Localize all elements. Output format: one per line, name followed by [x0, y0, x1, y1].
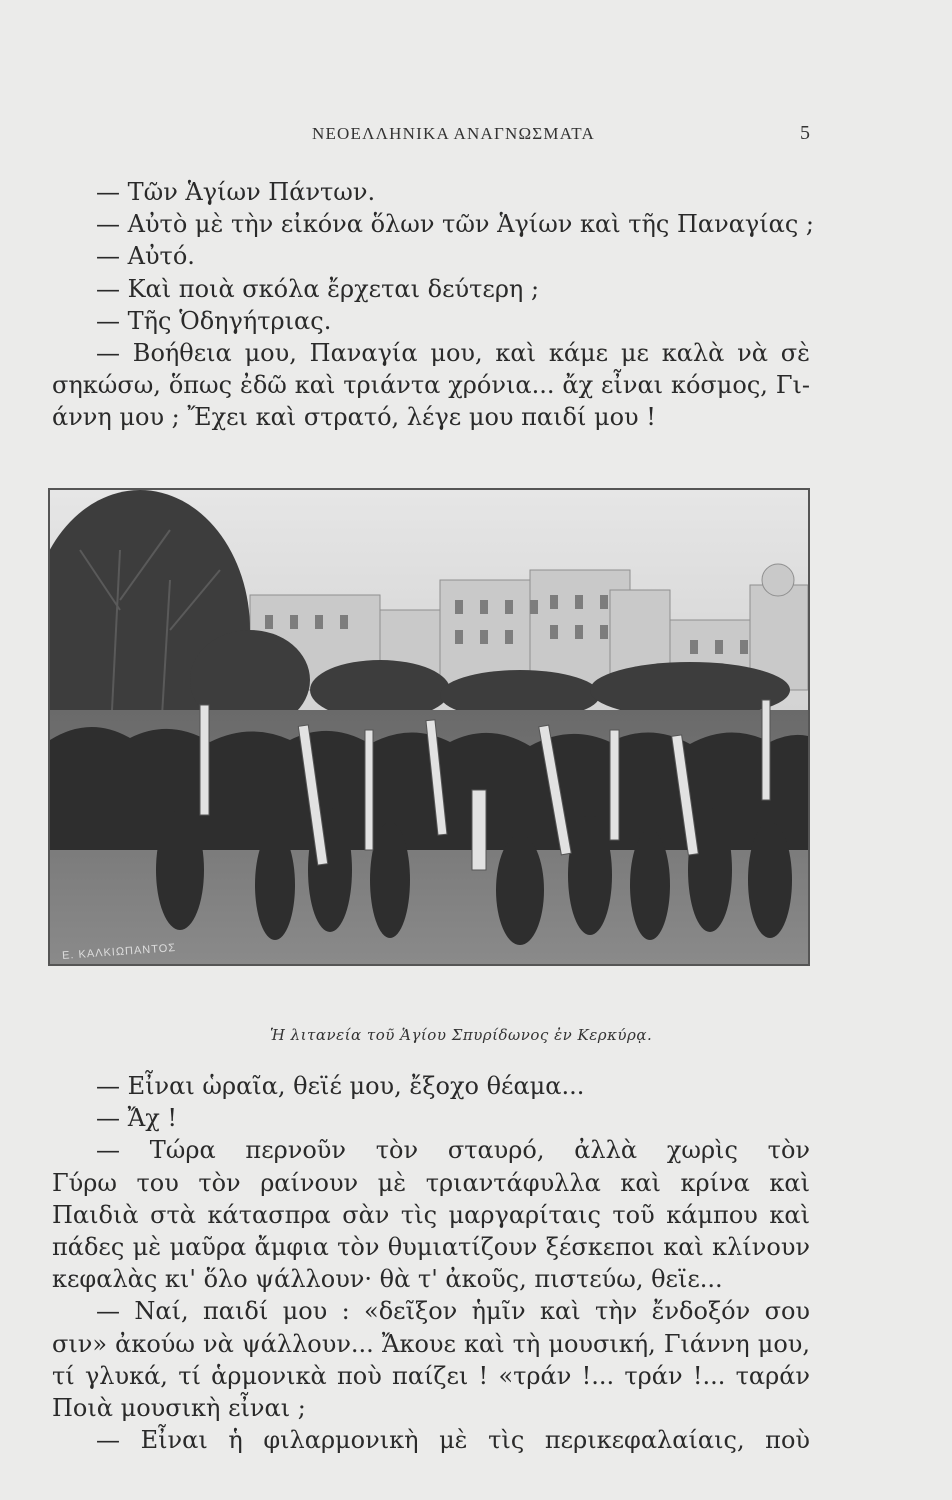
- text-line: — Καὶ ποιὰ σκόλα ἔρχεται δεύτερη ;: [96, 274, 540, 303]
- text-line: σιν» ἀκούω νὰ ψάλλουν... Ἄκουε καὶ τὴ μουσική, Γιάννη μου,: [52, 1329, 810, 1358]
- text-line: — Εἶναι ἡ φιλαρμονικὴ μὲ τὶς περικεφαλαίαις, ποὺ: [96, 1426, 810, 1455]
- running-head: [50, 124, 820, 150]
- text-line: τί γλυκά, τί ἁρμονικὰ ποὺ παίζει ! «τράν !... τράν !... ταράν: [52, 1361, 810, 1390]
- text-line: πάδες μὲ μαῦρα ἄμφια τὸν θυμιατίζουν ξέσκεποι καὶ κλίνουν: [52, 1232, 810, 1261]
- running-title: ΝΕΟΕΛΛΗΝΙΚΑ ΑΝΑΓΝΩΣΜΑΤΑ: [312, 124, 596, 143]
- bottom-dialogue: [52, 1070, 810, 1456]
- text-line: — Τώρα περνοῦν τὸν σταυρό, ἀλλὰ χωρὶς τὸν: [96, 1136, 810, 1165]
- text-line: — Αὐτὸ μὲ τὴν εἰκόνα ὅλων τῶν Ἁγίων καὶ τῆς Παναγίας ;: [96, 210, 815, 239]
- photograph-drawing: [50, 490, 808, 964]
- text-line: — Ναί, παιδί μου : «δεῖξον ἡμῖν καὶ τὴν ἔνδοξόν σου: [96, 1297, 810, 1326]
- text-line: — Τῶν Ἁγίων Πάντων.: [96, 178, 376, 206]
- text-line: Γύρω του τὸν ραίνουν μὲ τριαντάφυλλα καὶ κρίνα καὶ: [52, 1168, 810, 1197]
- procession-photograph: [48, 488, 810, 966]
- figure-caption: Ἡ λιτανεία τοῦ Ἁγίου Σπυρίδωνος ἐν Κερκύρᾳ.: [270, 1026, 653, 1044]
- text-line: σηκώσω, ὅπως ἐδῶ καὶ τριάντα χρόνια... ἄχ εἶναι κόσμος, Γι-: [52, 371, 810, 400]
- text-line: — Εἶναι ὡραῖα, θεϊέ μου, ἔξοχο θέαμα...: [96, 1072, 585, 1100]
- text-line: κεφαλὰς κι' ὅλο ψάλλουν· θὰ τ' ἀκοῦς, πιστεύω, θεϊε...: [52, 1265, 723, 1294]
- text-line: — Βοήθεια μου, Παναγία μου, καὶ κάμε με καλὰ νὰ σὲ: [96, 338, 810, 367]
- page-number: 5: [800, 122, 810, 144]
- text-line: — Αὐτό.: [96, 242, 195, 271]
- text-line: Ποιὰ μουσικὴ εἶναι ;: [52, 1393, 306, 1422]
- text-line: — Ἄχ !: [96, 1104, 178, 1133]
- top-dialogue: [52, 176, 815, 434]
- text-line: Παιδιὰ στὰ κάτασπρα σὰν τὶς μαργαρίταις τοῦ κάμπου καὶ: [52, 1200, 810, 1229]
- text-line: — Τῆς Ὁδηγήτριας.: [96, 306, 332, 335]
- photographer-signature: Ε. ΚΑΛΚΙΩΠΑΝΤΟΣ: [61, 942, 177, 962]
- text-line: άννη μου ; Ἔχει καὶ στρατό, λέγε μου παιδί μου !: [52, 403, 656, 432]
